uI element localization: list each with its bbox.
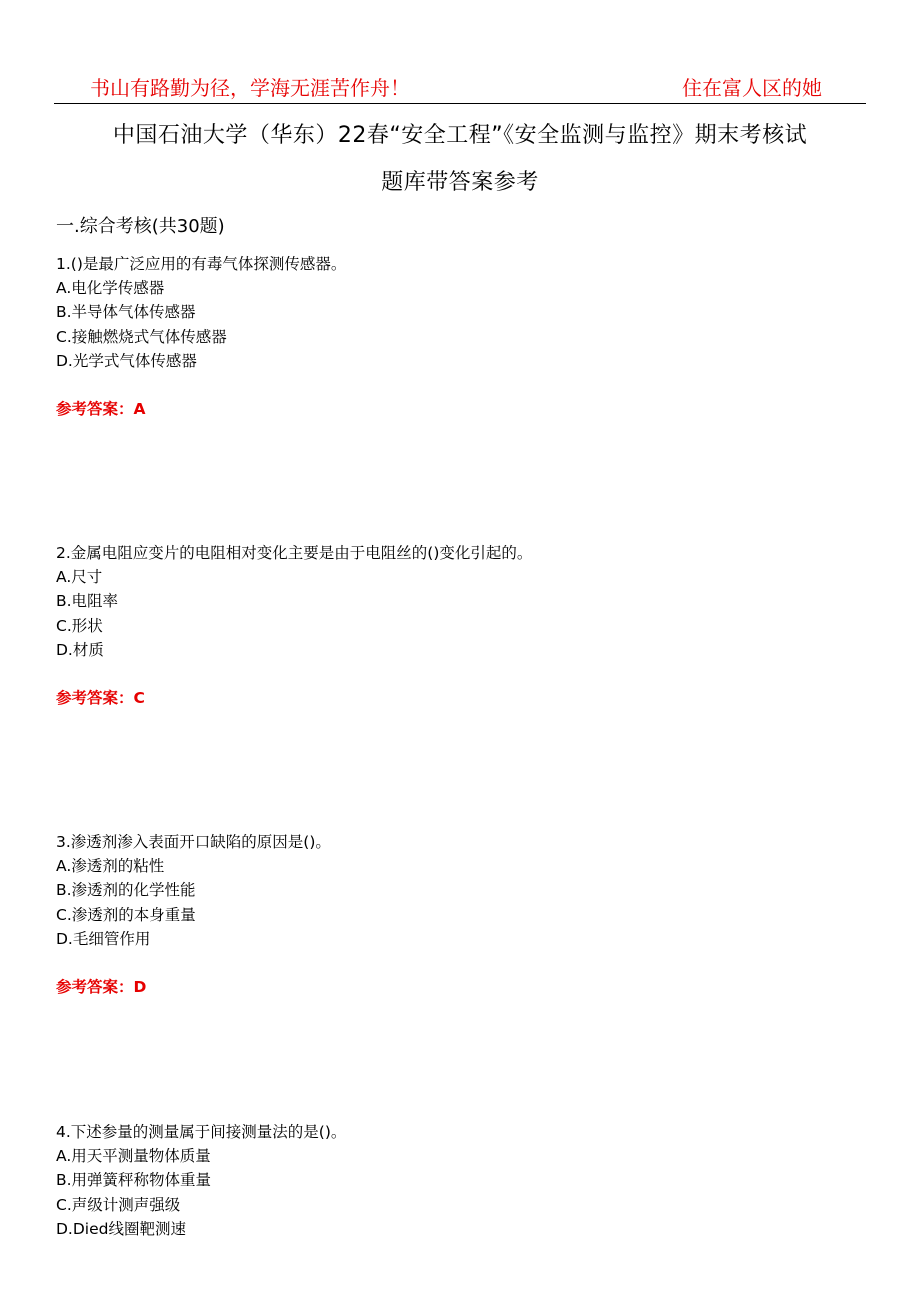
option-d: D.材质 (56, 640, 104, 659)
option-a: A.电化学传感器 (56, 279, 165, 298)
answer-2: 参考答案：C (56, 689, 145, 707)
header-tagline: 住在富人区的她 (682, 76, 822, 100)
header-divider (54, 103, 866, 104)
option-a: A.渗透剂的粘性 (56, 857, 165, 876)
option-c: C.形状 (56, 616, 103, 635)
question-stem: 2.金属电阻应变片的电阻相对变化主要是由于电阻丝的()变化引起的。 (56, 544, 533, 562)
question-stem: 4.下述参量的测量属于间接测量法的是()。 (56, 1123, 347, 1141)
option-b: B.半导体气体传感器 (56, 303, 196, 322)
answer-1: 参考答案：A (56, 400, 146, 418)
question-3 (56, 830, 331, 951)
question-1 (56, 252, 346, 373)
title-line-2: 题库带答案参考 (381, 170, 539, 195)
question-4 (56, 1120, 346, 1241)
option-b: B.渗透剂的化学性能 (56, 881, 196, 900)
answer-3: 参考答案：D (56, 978, 147, 996)
question-stem: 3.渗透剂渗入表面开口缺陷的原因是()。 (56, 833, 331, 851)
option-d: D.Died线圈靶测速 (56, 1219, 186, 1238)
question-stem: 1.()是最广泛应用的有毒气体探测传感器。 (56, 255, 347, 273)
title-line-1: 中国石油大学（华东）22春“安全工程”《安全监测与监控》期末考核试 (112, 123, 808, 148)
option-a: A.尺寸 (56, 568, 103, 587)
question-2 (56, 541, 532, 662)
option-c: C.声级计测声强级 (56, 1195, 181, 1214)
option-b: B.电阻率 (56, 592, 119, 611)
option-b: B.用弹簧秤称物体重量 (56, 1171, 212, 1190)
option-c: C.渗透剂的本身重量 (56, 905, 196, 924)
section-heading: 一.综合考核(共30题) (56, 216, 225, 237)
option-d: D.毛细管作用 (56, 929, 151, 948)
option-c: C.接触燃烧式气体传感器 (56, 327, 227, 346)
option-a: A.用天平测量物体质量 (56, 1147, 211, 1166)
option-d: D.光学式气体传感器 (56, 351, 197, 370)
header-motto: 书山有路勤为径，学海无涯苦作舟！ (90, 76, 410, 100)
